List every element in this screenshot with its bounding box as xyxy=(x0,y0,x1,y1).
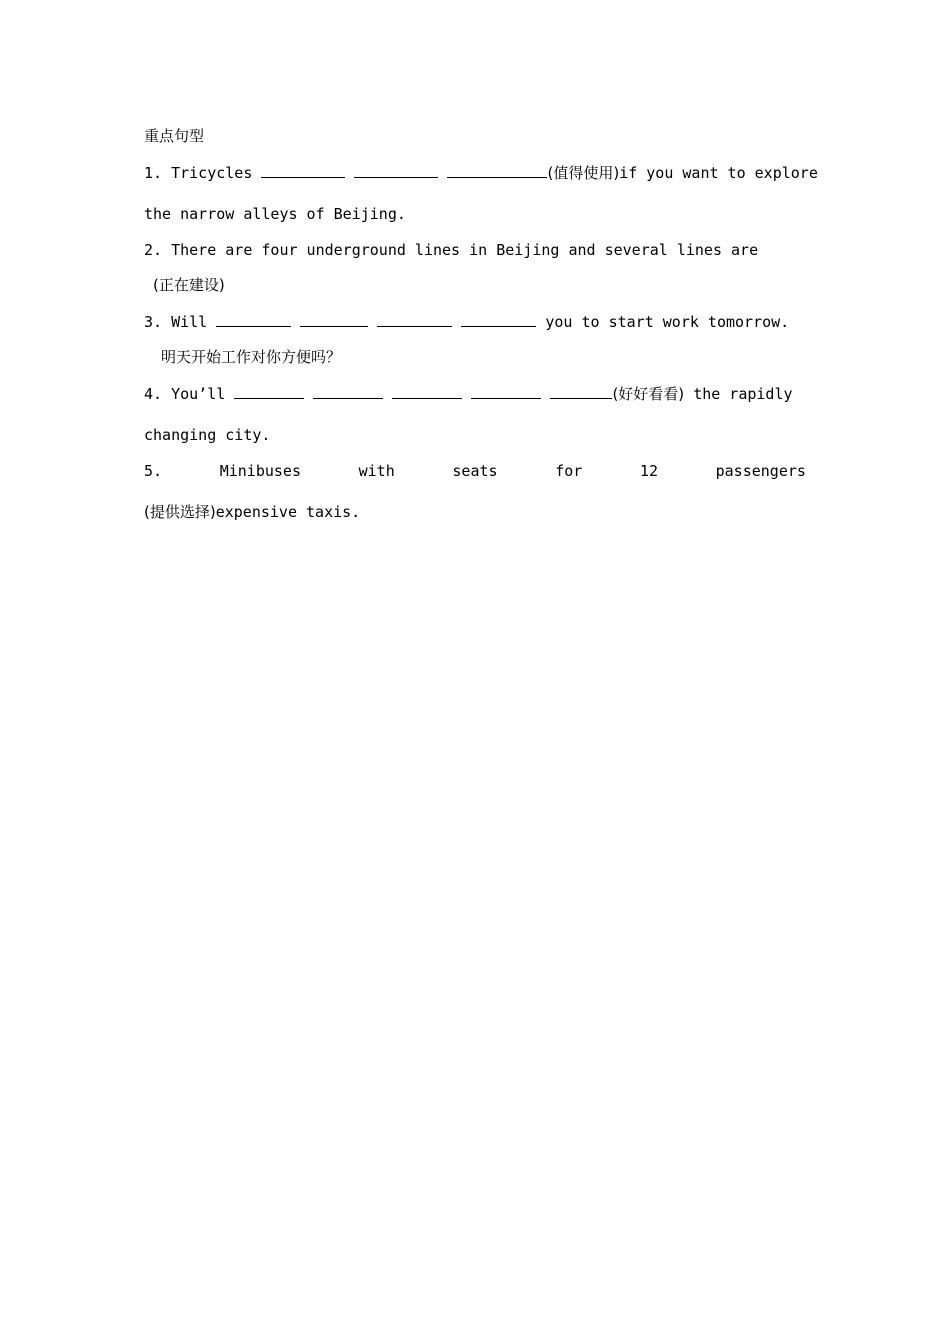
item-word: with xyxy=(358,462,395,480)
chinese-hint: (值得使用) xyxy=(547,164,620,182)
item-1-continuation: the narrow alleys of Beijing. xyxy=(144,205,406,223)
item-number: 2. xyxy=(144,241,163,259)
answer-blank[interactable] xyxy=(234,384,304,399)
answer-blank[interactable] xyxy=(261,163,345,178)
item-lead: Tricycles xyxy=(171,164,253,182)
item-4 xyxy=(144,384,806,404)
item-word: for xyxy=(555,462,583,480)
item-number: 1. xyxy=(144,164,163,182)
chinese-translation: 明天开始工作对你方便吗？ xyxy=(161,348,342,366)
item-2 xyxy=(144,240,806,260)
item-number: 5. xyxy=(144,462,163,480)
answer-blank[interactable] xyxy=(461,312,536,327)
item-tail: the rapidly xyxy=(693,385,793,403)
chinese-hint: (提供选择) xyxy=(144,503,216,521)
answer-blank[interactable] xyxy=(447,163,547,178)
item-word: passengers xyxy=(715,462,806,480)
answer-blank[interactable] xyxy=(392,384,462,399)
item-3 xyxy=(144,312,806,332)
item-5-continuation xyxy=(144,502,806,522)
item-tail: expensive taxis. xyxy=(215,503,361,521)
item-tail: you to start work tomorrow. xyxy=(545,313,790,331)
chinese-hint: (正在建设) xyxy=(153,276,225,294)
item-1 xyxy=(144,163,818,183)
item-5 xyxy=(144,461,806,481)
item-lead: You’ll xyxy=(171,385,226,403)
item-number: 3. xyxy=(144,313,163,331)
chinese-hint: (好好看看) xyxy=(612,385,685,403)
answer-blank[interactable] xyxy=(377,312,452,327)
answer-blank[interactable] xyxy=(550,384,612,399)
answer-blank[interactable] xyxy=(300,312,368,327)
answer-blank[interactable] xyxy=(354,163,438,178)
answer-blank[interactable] xyxy=(313,384,383,399)
item-lead: Will xyxy=(171,313,208,331)
item-word: 12 xyxy=(639,462,658,480)
section-heading: 重点句型 xyxy=(144,127,205,145)
answer-blank[interactable] xyxy=(471,384,541,399)
item-word: seats xyxy=(452,462,498,480)
item-text: There are four underground lines in Beijing and several lines are xyxy=(171,241,759,259)
item-tail: if you want to explore xyxy=(619,164,818,182)
item-number: 4. xyxy=(144,385,163,403)
answer-blank[interactable] xyxy=(216,312,291,327)
item-4-continuation: changing city. xyxy=(144,426,271,444)
item-word: Minibuses xyxy=(219,462,301,480)
